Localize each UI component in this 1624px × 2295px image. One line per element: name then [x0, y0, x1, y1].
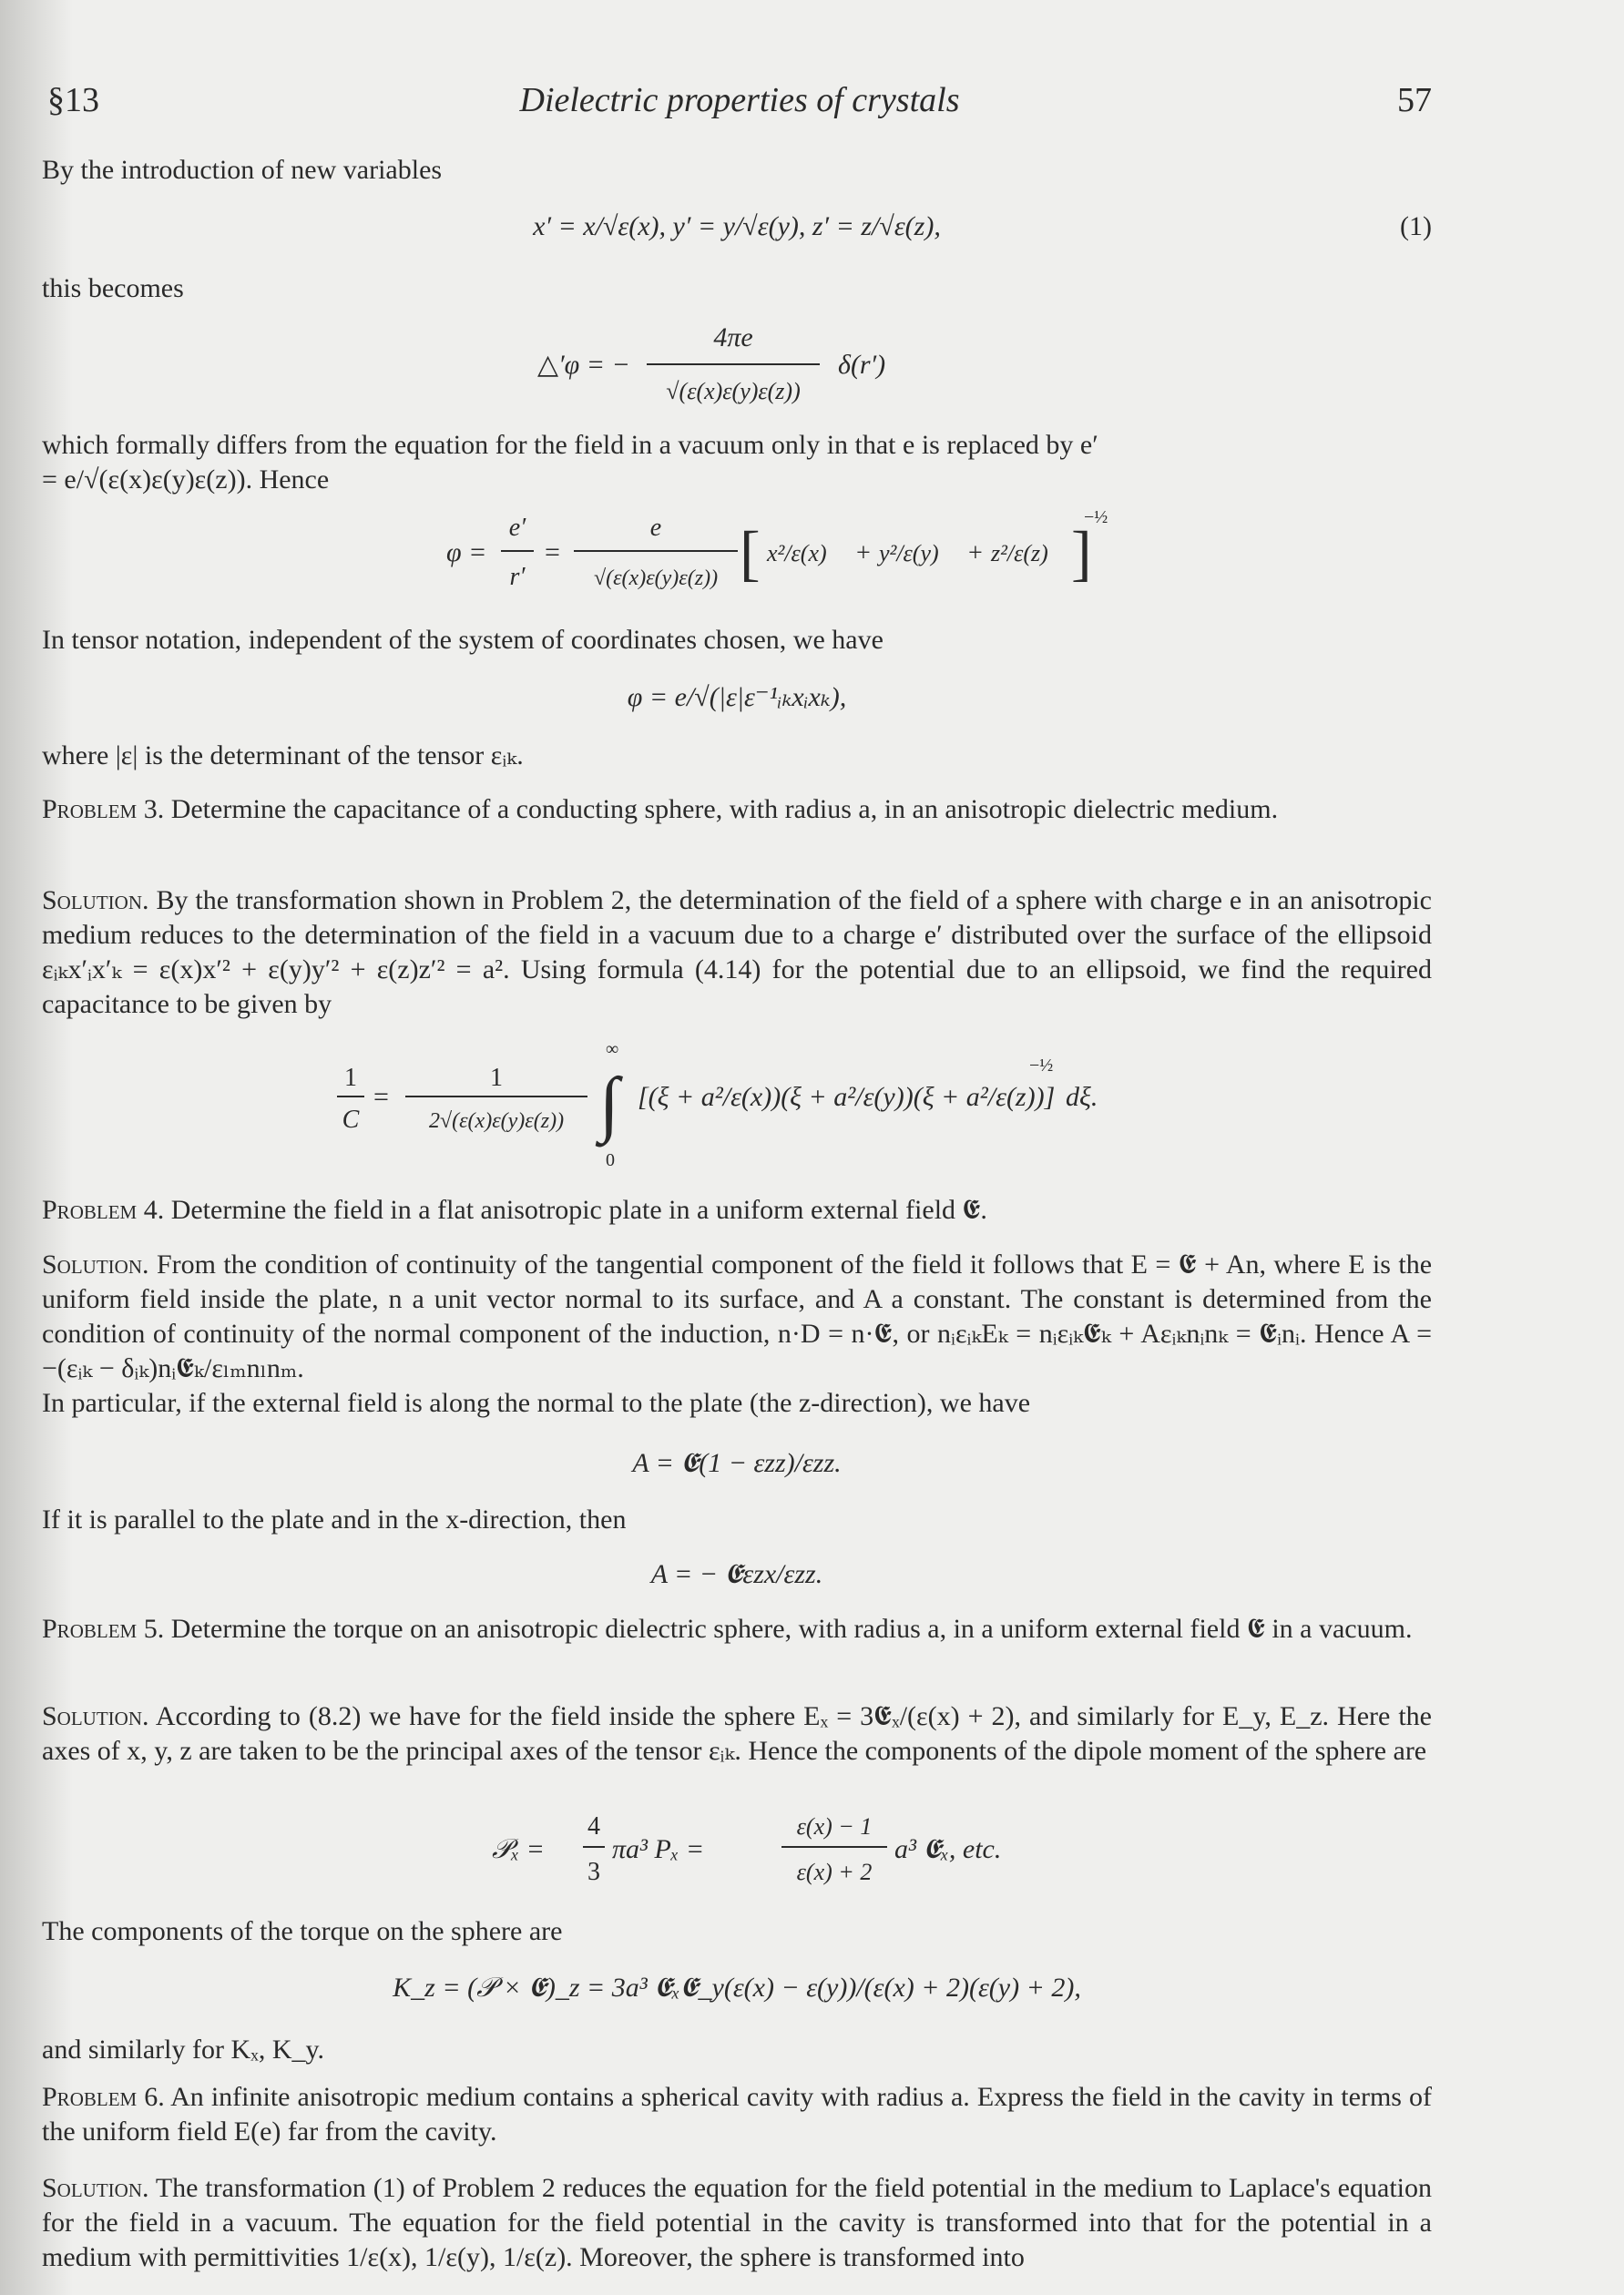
problem-4-label: Problem 4. [42, 1195, 165, 1225]
solution-3-label: Solution. [42, 885, 149, 915]
eq5-upper-limit: ∞ [606, 1039, 619, 1059]
eq2-numerator: 4πe [713, 322, 753, 352]
eq5-equals: = [373, 1082, 389, 1112]
formally-line-2: = e/√(ε(x)ε(y)ε(z)). Hence [42, 464, 330, 495]
particular-paragraph: In particular, if the external field is along the normal to the plate (the z-direction), we have [42, 1388, 1031, 1418]
equation-1-number: (1) [1400, 211, 1432, 241]
solution-6 [42, 2171, 1432, 2280]
eq3-f2-den: √(ε(x)ε(y)ε(z)) [593, 566, 719, 590]
problem-4 [42, 1193, 1432, 1229]
eq3-left-bracket: [ [740, 518, 761, 587]
problem-4-text: Determine the field in a flat anisotropic plate in a uniform external field 𝕰. [170, 1195, 987, 1225]
chapter-title: Dielectric properties of crystals [519, 81, 960, 119]
becomes-paragraph: this becomes [42, 273, 184, 303]
eq5-integral-sign: ∫ [599, 1064, 619, 1144]
components-paragraph: The components of the torque on the sphere are [42, 1916, 563, 1946]
eq3-right-bracket: ] [1071, 518, 1092, 587]
eq3-f2-num: e [649, 514, 662, 542]
formally-paragraph [42, 428, 1432, 501]
eq2-denominator: √(ε(x)ε(y)ε(z)) [666, 378, 801, 404]
where-paragraph: where |ε| is the determinant of the tensor εᵢₖ. [42, 740, 524, 770]
eq8-f1-den: 3 [587, 1858, 600, 1886]
solution-5 [42, 1699, 1432, 1809]
equation-3 [446, 501, 1108, 610]
eq3-equals: = [545, 537, 560, 567]
solution-5-label: Solution. [42, 1701, 149, 1731]
equation-1 [42, 211, 1432, 242]
problem-3-label: Problem 3. [42, 794, 165, 824]
eq8-f2-num: ε(x) − 1 [796, 1813, 873, 1840]
problem-5 [42, 1612, 1432, 1685]
eq5-lhs-den: C [342, 1106, 360, 1134]
eq3-exponent: −½ [1084, 507, 1108, 527]
eq3-plus-2: + [968, 539, 983, 567]
eq5-lhs-num: 1 [344, 1064, 357, 1092]
equation-5 [328, 1038, 1148, 1184]
page-shadow [0, 0, 73, 2295]
equation-2 [510, 319, 1020, 419]
equation-8 [492, 1803, 1057, 1903]
eq5-lower-limit: 0 [606, 1150, 615, 1170]
equation-6: A = 𝕰(1 − εzz)/εzz. [632, 1448, 842, 1478]
solution-4-text: From the condition of continuity of the tangential component of the field it follows that E = 𝕰 + An, where E is the uniform field inside the plate, n a unit vector normal to its surface, and A a constant. The constant is determined from the condition of continuity of the normal component of the induction, n·D = n·𝕰, or nᵢεᵢₖEₖ = nᵢεᵢₖ𝕰ₖ + Aεᵢₖnᵢnₖ = 𝕰ᵢnᵢ. Hence A = −(εᵢₖ − δᵢₖ)nᵢ𝕰ₖ/εₗₘnₗnₘ. [42, 1250, 1433, 1383]
problem-5-text: Determine the torque on an anisotropic dielectric sphere, with radius a, in a uniform external field 𝕰 in a vacuum. [170, 1614, 1413, 1644]
intro-paragraph: By the introduction of new variables [42, 155, 443, 185]
eq8-f1-num: 4 [587, 1812, 600, 1841]
problem-3-text: Determine the capacitance of a conducting sphere, with radius a, in an anisotropic dielectric medium. [170, 794, 1279, 824]
formally-line-1: which formally differs from the equation for the field in a vacuum only in that e is replaced by e′ [42, 430, 1098, 460]
parallel-paragraph: If it is parallel to the plate and in the x-direction, then [42, 1504, 627, 1535]
problem-6-label: Problem 6. [42, 2082, 165, 2112]
solution-3 [42, 883, 1432, 1029]
eq3-term-y: y²/ε(y) [879, 540, 939, 566]
equation-4: φ = e/√(|ε|ε⁻¹ᵢₖxᵢxₖ), [627, 682, 847, 712]
tensor-paragraph: In tensor notation, independent of the system of coordinates chosen, we have [42, 625, 883, 655]
problem-6-text: An infinite anisotropic medium contains a spherical cavity with radius a. Express the field in the cavity in terms of the uniform field E(e) far from the cavity. [42, 2082, 1432, 2147]
eq5-differential: dξ. [1066, 1082, 1098, 1112]
eq8-lhs: 𝒫ₓ = [492, 1834, 545, 1864]
equation-1-body: x′ = x/√ε(x), y′ = y/√ε(y), z′ = z/√ε(z), [533, 211, 941, 241]
equation-9: K_z = (𝒫 × 𝕰)_z = 3a³ 𝕰ₓ𝕰_y(ε(x) − ε(y))/(ε(x) + 2)(ε(y) + 2), [393, 1973, 1081, 2003]
eq5-coef-num: 1 [490, 1064, 503, 1092]
eq8-middle: πa³ Pₓ = [612, 1834, 705, 1864]
solution-6-label: Solution. [42, 2173, 149, 2203]
eq3-f1-den: r′ [509, 563, 526, 591]
solution-4 [42, 1248, 1432, 1393]
eq2-rhs: δ(r′) [838, 350, 886, 380]
page-number: 57 [1397, 81, 1432, 119]
solution-3-text: By the transformation shown in Problem 2, the determination of the field of a sphere with charge e in an anisotropic medium reduces to the determination of the field in a vacuum due to a charge e′ distributed over the surface of the ellipsoid εᵢₖx′ᵢx′ₖ = ε(x)x′² + ε(y)y′² + ε(z)z′² = a². Using formula (4.14) for the potential due to an ellipsoid, we find the required capacitance to be given by [42, 885, 1432, 1019]
eq5-coef-den: 2√(ε(x)ε(y)ε(z)) [428, 1109, 565, 1133]
similarly-paragraph: and similarly for Kₓ, K_y. [42, 2035, 325, 2065]
section-number: §13 [47, 81, 99, 119]
problem-5-label: Problem 5. [42, 1614, 165, 1644]
problem-3 [42, 792, 1432, 865]
eq8-rhs: a³ 𝕰ₓ, etc. [894, 1834, 1002, 1864]
running-header [47, 80, 1432, 126]
problem-6 [42, 2080, 1432, 2153]
eq3-f1-num: e′ [508, 514, 526, 542]
eq5-integrand: [(ξ + a²/ε(x))(ξ + a²/ε(y))(ξ + a²/ε(z))] [638, 1082, 1056, 1112]
eq5-exponent: −½ [1029, 1056, 1054, 1076]
solution-6-text: The transformation (1) of Problem 2 reduces the equation for the field potential in the medium to Laplace's equation for the field in a vacuum. The equation for the field potential in the cavity is transformed into that for the potential in a medium with permittivities 1/ε(x), 1/ε(y), 1/ε(z). Moreover, the sphere is transformed into [42, 2173, 1432, 2272]
eq3-lhs: φ = [446, 537, 487, 567]
eq3-term-z: z²/ε(z) [991, 540, 1048, 566]
solution-4-label: Solution. [42, 1250, 149, 1280]
equation-7: A = − 𝕰εzx/εzz. [650, 1559, 823, 1589]
eq3-term-x: x²/ε(x) [767, 540, 827, 566]
eq8-f2-den: ε(x) + 2 [796, 1859, 873, 1885]
eq2-lhs: △′φ = − [537, 350, 630, 380]
solution-5-text: According to (8.2) we have for the field inside the sphere Eₓ = 3𝕰ₓ/(ε(x) + 2), and similarly for E_y, E_z. Here the axes of x, y, z are taken to be the principal axes of the tensor εᵢₖ. Hence the components of the dipole moment of the sphere are [42, 1701, 1432, 1766]
eq3-plus-1: + [856, 539, 871, 567]
